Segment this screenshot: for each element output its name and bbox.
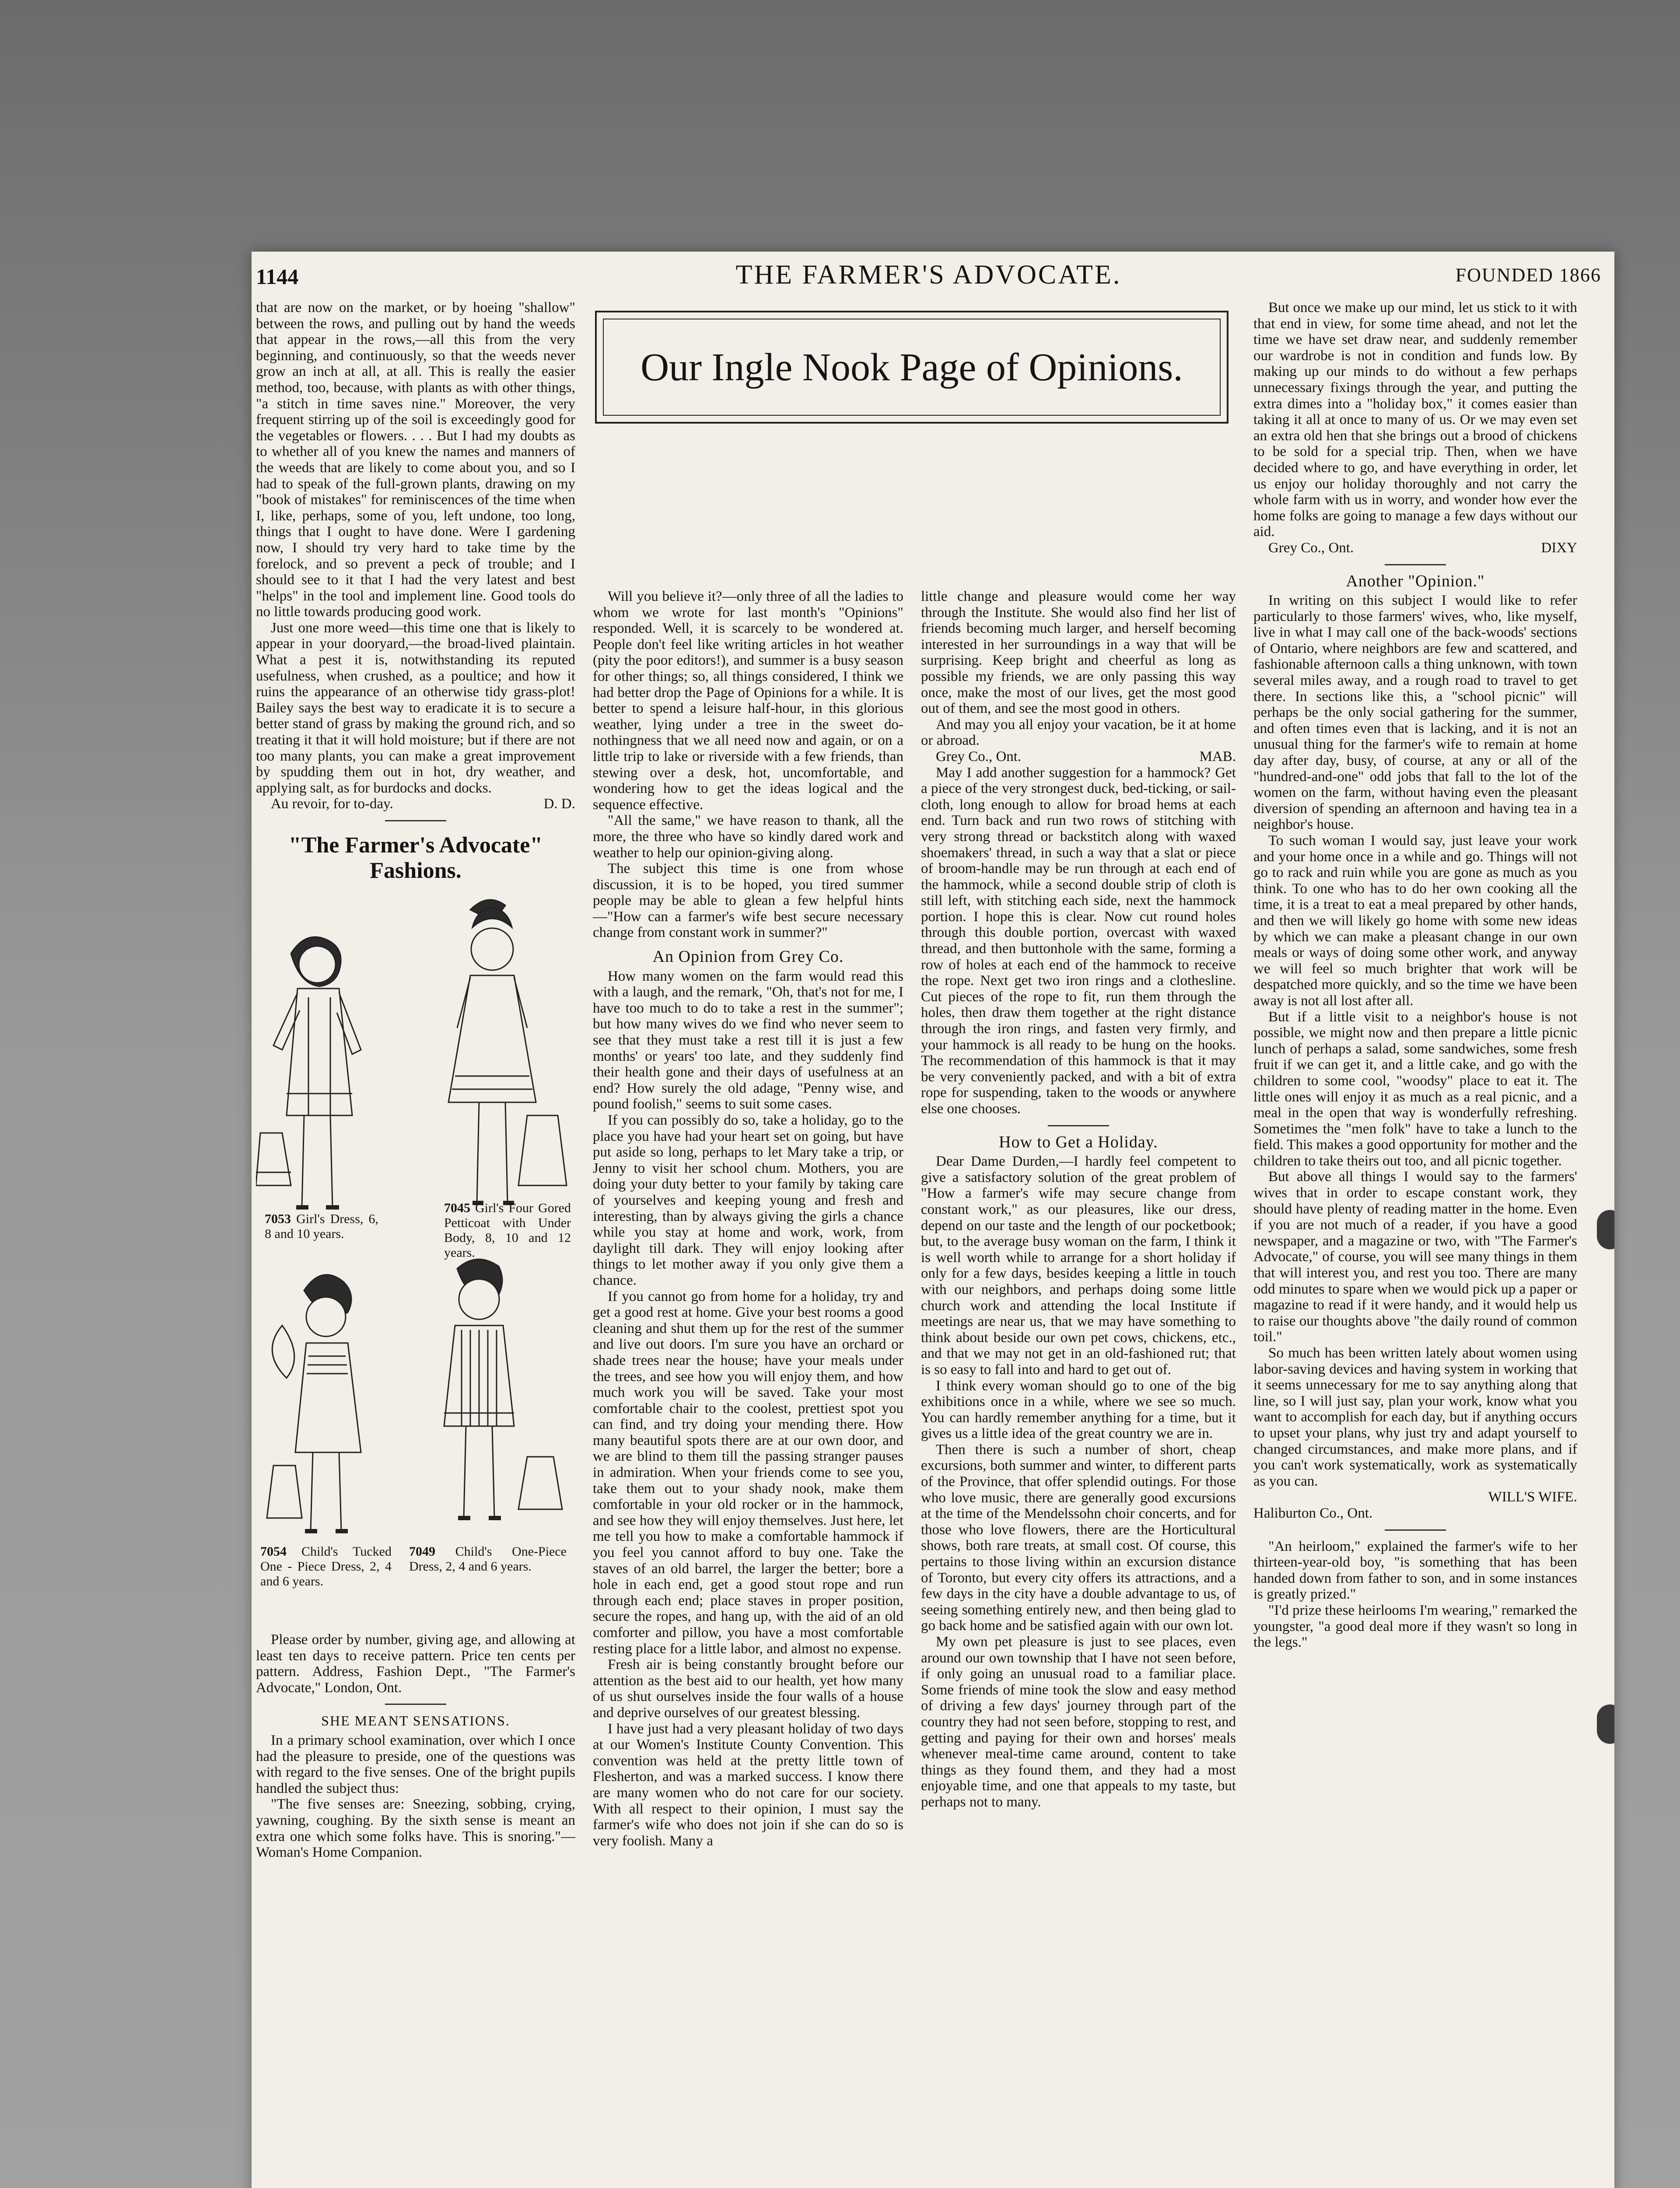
- heirloom-joke-2: "I'd prize these heirlooms I'm wearing," remarked the youngster, "a good deal more if they wasn't so long in the legs.": [1253, 1602, 1577, 1651]
- column-2: [593, 589, 903, 1849]
- caption-7049: 7049 Child's One-Piece Dress, 2, 4 and 6 years.: [409, 1544, 567, 1574]
- haliburton-place: Haliburton Co., Ont.: [1253, 1505, 1373, 1521]
- holiday-paragraph-3: Then there is such a number of short, cheap excursions, both summer and winter, to different parts of the Province, that offer splendid outings. For those who love music, there are generally good excursions at the time of the Mendelssohn choir concerts, and for those who love flowers, there are the Horticultural shows, both rare treats, at small cost. Of course, this pertains to those living within an excursion distance of Toronto, but every city offers its attractions, and a few days in the city have a double advantage to us, of seeing something entirely new, and then being glad to go back home and be satisfied again with our own lot.: [921, 1441, 1236, 1634]
- caption-7054: 7054 Child's Tucked One - Piece Dress, 2, 4 and 6 years.: [260, 1544, 392, 1588]
- sensations-text: In a primary school examination, over which I once had the pleasure to preside, one of the questions was with regard to the five senses. One of the bright pupils handled the subject thus:: [256, 1732, 575, 1796]
- opinion-paragraph-2: To such woman I would say, just leave your work and your home once in a while and go. Things will not go to rack and ruin while you are gone as much as you think. To one who has to do her own cooking all the time, it is a treat to eat a meal prepared by other hands, and then we will likely go home with some new ideas by which we can make a pleasant change in our own meals or ways of doing some other work, and anyway we will feel so much brighter that work will be despatched more quickly, and so the time we have been away is not all lost after all.: [1253, 833, 1577, 1009]
- grey-paragraph-1: How many women on the farm would read this with a laugh, and the remark, "Oh, that's not for me, I have too much to do to take a rest in the summer"; but how many wives do we find who never seem to see that they must take a rest till it is just a few months' or years' too late, and they suddenly find their health gone and their days of usefulness at an end? How surely the old adage, "Penny wise, and pound foolish," seems to suit some cases.: [593, 968, 903, 1112]
- holiday-heading: How to Get a Holiday.: [999, 1133, 1158, 1151]
- column-1: [256, 300, 575, 1861]
- vacation-paragraph: And may you all enjoy your vacation, be it at home or abroad.: [921, 716, 1236, 749]
- opinion-paragraph-4: But above all things I would say to the farmers' wives that in order to escape constant work, they should have plenty of reading matter in the home. Even if you are not much of a reader, if you have a good newspaper, and a magazine or two, with "The Farmer's Advocate," of course, you will see many things in them that will interest you, and rest you too. There are many odd minutes to spare when we would pick up a paper or magazine to read if it were handy, and it would help us to raise our thoughts above "the daily round of common toil.": [1253, 1169, 1577, 1345]
- binding-hole: [1597, 1210, 1614, 1249]
- masthead-title: THE FARMER'S ADVOCATE.: [735, 260, 1122, 290]
- ingle-nook-banner: [595, 311, 1228, 424]
- dixy-signature: Grey Co., Ont. DIXY: [1268, 540, 1577, 556]
- divider: [1385, 1529, 1446, 1531]
- plaintain-paragraph: Just one more weed—this time one that is likely to appear in your dooryard,—the broad-lived plaintain. What a pest it is, notwithstanding its reputed usefulness, when crushed, as a poultice; and how it ruins the appearance of an otherwise tidy grass-plot! Bailey says the best way to eradicate it is to secure a better stand of grass by making the ground rich, and so treating it that it will hold moisture; but if there are not too many plants, you can make a great improvement by spudding them out in hot, dry weather, and applying salt, as for burdocks and docks.: [256, 620, 575, 796]
- signoff: [256, 796, 575, 812]
- grey-continuation: little change and pleasure would come her way through the Institute. She would also find her list of friends becoming much larger, and herself becoming interested in her surroundings in a way that will be surprising. Keep bright and cheerful as long as possible my friends, we are only passing this way once, make the most of our lives, get the most good out of them, and see the most good in others.: [921, 589, 1236, 717]
- banner-title: Our Ingle Nook Page of Opinions.: [640, 345, 1183, 389]
- column-4: [1253, 300, 1577, 1651]
- girl-dress-7053-figure: [273, 937, 361, 1207]
- page-header: [256, 256, 1601, 295]
- intro-paragraph-2: "All the same," we have reason to thank, all the more, the three who have so kindly dared work and weather to help our opinion-giving along.: [593, 813, 903, 861]
- sensations-title: SHE MEANT SENSATIONS.: [321, 1713, 510, 1729]
- dress-sketch-7054: [267, 1466, 302, 1518]
- divider: [385, 820, 446, 821]
- signoff-text: Au revoir, for to-day.: [271, 796, 393, 812]
- holiday-paragraph-2: I think every woman should go to one of the big exhibitions once in a while, where we see so much. You can hardly remember anything for a time, but it gives us a little idea of the great country we are in.: [921, 1378, 1236, 1442]
- hammock-paragraph: May I add another suggestion for a hammock? Get a piece of the very strongest duck, bed-ticking, or sail-cloth, long enough to allow for broad hems at each end. Turn back and run two rows of stitching with very strong thread or backstitch along with waxed shoemakers' thread, in such a way that a slat or piece of broom-handle may be run through at each end of the hammock, while a second double strip of cloth is still left, with stitching each side, next the hammock portion. I hope this is clear. Now cut round holes through this double portion, overcast with waxed thread, and then buttonhole with the same, forming a row of holes at each end of the hammock to receive the rope. Next get two iron rings and a clothesline. Cut pieces of the rope to fit, run them through the holes, then draw them together at the right distance through the iron rings, and fasten very firmly, and your hammock is all ready to be hung on the hooks. The recommendation of this hammock is that it may be very conveniently packed, and with a bit of extra rope for suspending, taken to the woods or anywhere else one chooses.: [921, 764, 1236, 1117]
- intro-paragraph-3: The subject this time is one from whose discussion, it is to be hoped, you tired summer people may be able to glean a few helpful hints—"How can a farmer's wife best secure necessary change from constant work in summer?": [593, 861, 903, 941]
- page-number: 1144: [256, 264, 299, 289]
- divider: [1385, 564, 1446, 565]
- divider: [1048, 1125, 1109, 1126]
- grey-paragraph-2: If you can possibly do so, take a holiday, go to the place you have had your heart set on going, but have put aside so long, perhaps to let Mary take a trip, or Jenny to visit her school chum. Mothers, you are doing your duty better to your family by taking care of yourselves and keeping young and fresh and interesting, than by always giving the girls a chance while you stay at home and work, work, from daylight till dark. They will enjoy looking after things to let mother away if you only give them a chance.: [593, 1112, 903, 1288]
- order-note: Please order by number, giving age, and allowing at least ten days to receive pattern. Price ten cents per pattern. Address, Fashion Dept., "The Farmer's Advocate," London, Ont.: [256, 1632, 575, 1696]
- weeds-paragraph: that are now on the market, or by hoeing "shallow" between the rows, and pulling out by hand the weeds that appear in the rows,—all this from the very beginning, and continuously, so that the weeds never grow an inch at all, at all. This is really the easier method, too, because, with plants as with other things, "a stitch in time saves nine." Moreover, the very frequent stirring up of the soil is exceedingly good for the vegetables or flowers. . . . But I had my doubts as to whether all of you knew the names and manners of the weeds that are likely to come about you, and so I had to speak of the full-grown plants, drawing on my "book of mistakes" for reminiscences of the time when I, like, perhaps, some of you, left undone, too long, things that I ought to have done. Were I gardening now, I should try very hard to take time by the forelock, and so prevent a peck of trouble; and I should see to it that I had the very latest and best "helps" in the tool and implement line. Good tools do no little towards producing good work.: [256, 300, 575, 620]
- mab-signature: Grey Co., Ont. MAB.: [936, 748, 1236, 764]
- sensations-quote: "The five senses are: Sneezing, sobbing, crying, yawning, coughing. By the sixth sense is meant an extra one which some folks have. This is snoring."—Woman's Home Companion.: [256, 1796, 575, 1861]
- opinion-paragraph-3: But if a little visit to a neighbor's house is not possible, we might now and then prepare a little picnic lunch of perhaps a salad, some sandwiches, some fresh fruit if we can get it, and a little cake, and go with the children to some cool, "woodsy" place to eat it. The little ones will enjoy it as much as a real picnic, and a meal in the open that way is wonderfully refreshing. Sometimes the "men folk" have to take a lunch to the field. This makes a good opportunity for mother and the children to take theirs out too, and all picnic together.: [1253, 1009, 1577, 1169]
- one-piece-dress-7049-figure: [444, 1259, 514, 1518]
- divider: [385, 1704, 446, 1705]
- binding-hole: [1597, 1704, 1614, 1744]
- dress-sketch-7049: [518, 1457, 562, 1509]
- opinion-paragraph-5: So much has been written lately about women using labor-saving devices and having system in working that it seems unnecessary for me to say anything along that line, so I will just say, plan your work, know what you want to accomplish for each day, but if anything occurs to upset your plans, why just try and adapt yourself to changed circumstances, and make more plans, and if you can't work systematically, work as systematically as you can.: [1253, 1345, 1577, 1489]
- column-3: [921, 589, 1236, 1810]
- caption-7053: 7053 Girl's Dress, 6, 8 and 10 years.: [265, 1212, 378, 1241]
- caption-7045: 7045 Girl's Four Gored Petticoat with Under Body, 8, 10 and 12 years.: [444, 1201, 571, 1260]
- grey-paragraph-3: If you cannot go from home for a holiday, try and get a good rest at home. Give your best rooms a good cleaning and shut them up for the rest of the summer and live out doors. I'm sure you have an orchard or shade trees near the house; have your meals under the trees, and see how you will enjoy them, and how much work you will be saved. Take your most comfortable chair to the coolest, prettiest spot you can find, and try doing your mending there. How many beautiful spots there are at our own door, and we are blind to them till the passing stranger pauses in admiration. When your friends come to see you, take them out to your shady nook, make them comfortable in your old rocker or in the hammock, and see how they will enjoy themselves. Just here, let me tell you how to make a comfortable hammock if you feel you cannot afford to buy one. Take the staves of an old barrel, the larger the better; bore a hole in each end, get a good stout rope and run through each end; place staves in proper position, secure the ropes, and hang up, with the aid of an old comforter and pillow, you have a most comfortable resting place for a little labor, and almost no expense.: [593, 1288, 903, 1657]
- holiday-paragraph-4: My own pet pleasure is just to see places, even around our own township that I have not seen before, if only going an unusual road to a familiar place. Some friends of mine took the slow and easy method of driving a few days' journey through part of the country they had not seen before, stopping to rest, and getting and paying for their own and horses' meals whenever meal-time came around, content to take things as they found them, and they had a most enjoyable time, and one that appeals to my taste, but perhaps not to many.: [921, 1634, 1236, 1810]
- another-opinion-heading: Another "Opinion.": [1346, 572, 1485, 590]
- founded-label: FOUNDED 1866: [1455, 264, 1601, 286]
- grey-paragraph-4: Fresh air is being constantly brought before our attention as the best aid to our health, yet how many of us shut ourselves inside the four walls of a house and deprive ourselves of our greatest blessing.: [593, 1657, 903, 1721]
- tucked-dress-7054-figure: [272, 1275, 361, 1531]
- holiday-paragraph-1: Dear Dame Durden,—I hardly feel competent to give a satisfactory solution of the great problem of "How a farmer's wife may secure change from constant work," as our pleasures, like our dress, depend on our taste and the length of our pocketbook; but, to the average busy woman on the farm, I think it is well worth while to arrange for a short holiday if only for a few days, besides keeping a little in touch with our neighbors, and perhaps doing some little church work and attending the local Institute if meetings are near us, that we may have something to think about beside our own pet cows, chickens, etc., and that we may not get in an old-fashioned rut; that is so easy to fall into and hard to get out of.: [921, 1154, 1236, 1378]
- signoff-initials: D. D.: [543, 796, 575, 812]
- petticoat-sketch: [518, 1115, 567, 1185]
- heirloom-joke-1: "An heirloom," explained the farmer's wife to her thirteen-year-old boy, "is something that has been handed down from father to son, and in some instances is greatly prized.": [1253, 1538, 1577, 1602]
- petticoat-7045-figure: [448, 900, 536, 1203]
- fashion-drawings: [256, 888, 575, 1641]
- intro-paragraph: Will you believe it?—only three of all the ladies to whom we wrote for last month's "Opinions" responded. Well, it is scarcely to be wondered at. People don't feel like writing articles in hot weather (pity the poor editors!), and summer is a busy season for other things; so, all things considered, I think we had better drop the Page of Opinions for a while. It is better to spend a leisure half-hour, in this glorious weather, lying under a tree in the sweet do-nothingness that we all need now and again, or on a little trip to lake or riverside with a few friends, than stewing over a desk, hot, uncomfortable, and wondering how to get the ideas logical and the sequence effective.: [593, 589, 903, 813]
- grey-paragraph-5: I have just had a very pleasant holiday of two days at our Women's Institute County Convention. This convention was held at the pretty little town of Flesherton, and was a marked success. I know there are many women who do not care for our society. With all respect to their opinion, I must say the farmer's wife who does not join if she can do so is very foolish. Many a: [593, 1721, 903, 1849]
- fashion-illustrations: [256, 888, 575, 1632]
- opinion-paragraph-1: In writing on this subject I would like to refer particularly to those farmers' wives, who, like myself, live in what I may call one of the back-woods' sections of Ontario, where neighbors are few and scattered, and fashionable afternoon calls a thing unknown, with town several miles away, and a rough road to travel to get there. In sections like this, a "school picnic" will perhaps be the only social gathering for the summer, and often times even that is lacking, and it is not an unusual thing for the farmer's wife to remain at home day after day, busy, of course, at any or all of the "hundred-and-one" odd jobs that fall to the lot of the women on the farm, without having even the pleasant diversion of spending an afternoon and having tea in a neighbor's house.: [1253, 593, 1577, 833]
- newspaper-page: [252, 252, 1614, 2188]
- wills-wife-signature: WILL'S WIFE.: [1488, 1489, 1577, 1505]
- holiday-continuation: But once we make up our mind, let us stick to it with that end in view, for some time ahead, and not let the time we have set draw near, and suddenly remember our wardrobe is not in condition and funds low. By making up our minds to do without a few perhaps unnecessary fixings through the year, and putting the extra dimes into a "holiday box," it comes easier than taking it all at once to many of us. Or we may even set an extra old hen that she brings out a brood of chickens to be sold for a special trip. Then, when we have decided where to go, and have everything in order, let us enjoy our holiday thoroughly and not carry the whole farm with us in worry, and wonder how ever the home folks are going to manage a few days without our aid.: [1253, 300, 1577, 540]
- grey-co-heading: An Opinion from Grey Co.: [652, 947, 844, 966]
- fashions-title: "The Farmer's Advocate" Fashions.: [288, 833, 543, 883]
- dress-back-sketch: [256, 1133, 291, 1185]
